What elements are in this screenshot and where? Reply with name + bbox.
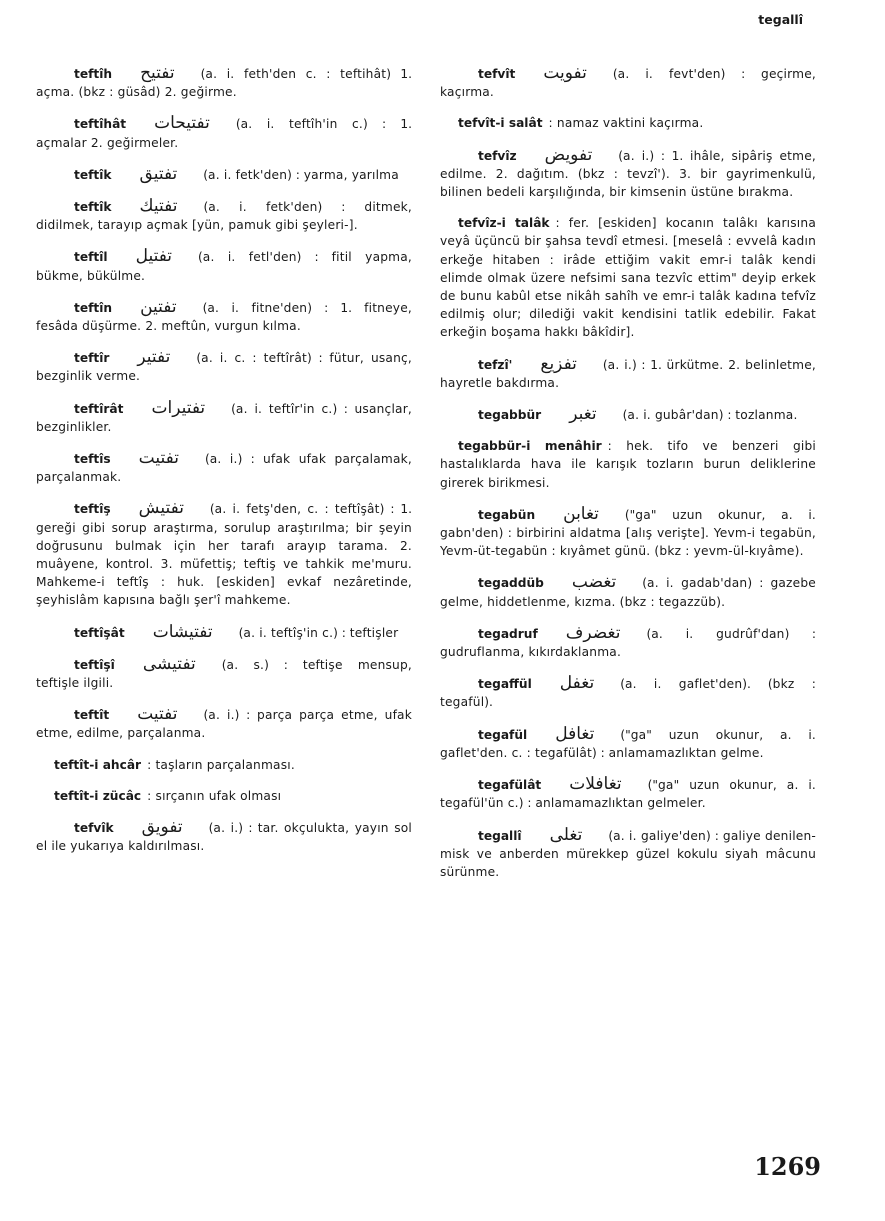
entry-headword: tegaddüb	[478, 576, 544, 591]
entry-headword: tegallî	[478, 828, 522, 843]
entry-definition: (a. i. fetk'den) : ditmek, didilmek, tarayıp açmak [yün, pamuk gibi şeyleri-].	[36, 200, 412, 233]
dictionary-entry	[36, 449, 412, 486]
entry-headword: tefvîk	[74, 821, 114, 836]
entry-definition: : sırçanın ufak olması	[147, 788, 282, 803]
entry-arabic-script: تغابن	[563, 503, 599, 524]
dictionary-entry	[36, 114, 412, 151]
entry-arabic-script: تفتير	[137, 347, 171, 368]
entry-headword: teftîş	[74, 502, 111, 517]
entry-arabic-script: تفزيع	[540, 353, 577, 374]
dictionary-entry	[36, 348, 412, 385]
entry-arabic-script: تغافل	[555, 723, 595, 744]
entry-headword: tefvîz-i talâk	[458, 216, 550, 231]
entry-headword: teftît-i ahcâr	[54, 757, 142, 772]
dictionary-entry	[440, 505, 816, 561]
dictionary-entry	[440, 775, 816, 812]
entry-headword: teftîk	[74, 200, 112, 215]
entry-arabic-script: تفتيت	[137, 704, 178, 725]
entry-headword: teftîr	[74, 351, 110, 366]
dictionary-entry	[36, 818, 412, 855]
entry-definition: ("ga" uzun okunur, a. i. tegafül'ün c.) : anlamamazlıktan gelmeler.	[440, 778, 816, 811]
entry-headword: teftîl	[74, 250, 108, 265]
dictionary-entry	[36, 197, 412, 234]
dictionary-entry	[36, 756, 412, 774]
dictionary-entry	[440, 355, 816, 392]
dictionary-entry	[440, 725, 816, 762]
entry-definition: (a. i. gubâr'dan) : tozlanma.	[622, 408, 798, 423]
dictionary-entry	[440, 64, 816, 101]
entry-definition: ("ga" uzun okunur, a. i. gabn'den) : birbirini aldatma [alış verişte]. Yevm-i tegabün, Yevm-üt-tegabün : kıyâmet günü. (bkz : yevm-ül-kıyâme).	[440, 507, 816, 559]
entry-arabic-script: تغضرف	[565, 622, 621, 643]
entry-headword: tegafülât	[478, 778, 542, 793]
dictionary-entry	[440, 437, 816, 492]
entry-headword: teftîrât	[74, 401, 124, 416]
entry-definition: (a. i. teftîh'in c.) : 1. açmalar 2. geğirmeler.	[36, 117, 412, 150]
entry-definition: (a. i.) : ufak ufak parçalamak, parçalanmak.	[36, 452, 412, 485]
entry-definition: : taşların parçalanması.	[147, 757, 295, 772]
left-column	[36, 64, 412, 869]
entry-headword: teftît	[74, 708, 110, 723]
entry-headword: tefvîz	[478, 148, 517, 163]
entry-arabic-script: تغافلات	[569, 774, 622, 795]
entry-headword: teftîhât	[74, 117, 127, 132]
dictionary-entry	[440, 573, 816, 610]
entry-headword: tegabbür-i menâhir	[458, 439, 602, 454]
entry-arabic-script: تغضب	[571, 572, 617, 593]
entry-headword: teftîh	[74, 67, 113, 81]
entry-definition: (a. i.) : 1. ihâle, sipâriş etme, edilme. 2. dağıtım. (bkz : tevzî'). 3. bir gayrimenkulü, bilinen bedeli karşılığında, bir kimsenin üstüne bırakma.	[440, 148, 816, 200]
dictionary-entry	[36, 247, 412, 284]
dictionary-entry	[36, 64, 412, 101]
dictionary-entry	[36, 787, 412, 805]
entry-headword: teftîn	[74, 300, 113, 315]
entry-arabic-script: تفتيشى	[142, 653, 196, 674]
entry-arabic-script: تفتيل	[135, 246, 173, 267]
entry-definition: (a. i. galiye'den) : galiye denilen-misk ve anberden mürekkep güzel kokulu siyah mâcunu sürünme.	[440, 828, 816, 879]
entry-arabic-script: تفتيش	[138, 498, 184, 519]
entry-definition: (a. i. c. : teftîrât) : fütur, usanç, bezginlik verme.	[36, 351, 412, 384]
entry-arabic-script: تفتين	[140, 296, 177, 317]
entry-definition: (a. i. fevt'den) : geçirme, kaçırma.	[440, 67, 816, 100]
entry-arabic-script: تفويض	[544, 144, 593, 165]
entry-definition: (a. s.) : teftişe mensup, teftişle ilgili.	[36, 657, 412, 691]
entry-definition: (a. i.) : tar. okçulukta, yayın sol el ile yukarıya kaldırılması.	[36, 821, 412, 854]
entry-headword: tegadruf	[478, 626, 538, 641]
entry-definition: (a. i.) : parça parça etme, ufak etme, edilme, parçalanma.	[36, 708, 412, 741]
entry-arabic-script: تفتيق	[139, 163, 178, 184]
entry-arabic-script: تفتيك	[139, 196, 178, 217]
dictionary-entry	[440, 146, 816, 202]
entry-headword: teftît-i zücâc	[54, 788, 142, 803]
entry-arabic-script: تفتيت	[138, 448, 179, 469]
dictionary-entry	[440, 405, 816, 424]
dictionary-entry	[440, 674, 816, 711]
entry-arabic-script: تفويق	[141, 817, 183, 838]
entry-definition: (a. i. fetş'den, c. : teftîşât) : 1. gereği gibi sorup araştırma, sorulup araştırılma; bir şeyin doğrusunu bulmak için her tarafı arayıp tarama. 2. muâyene, kontrol. 3. müfettiş; teftiş ve tahkik me'muru. Mahkeme-i teftîş : huk. [eskiden] evkaf nezâretinde, şeyhislâm kapısına bağlı şer'î mahkeme.	[36, 502, 412, 608]
dictionary-entry	[36, 499, 412, 609]
entry-definition: (a. i. teftîr'in c.) : usançlar, bezginlikler.	[36, 401, 412, 434]
entry-definition: (a. i. gudrûf'dan) : gudruflanma, kıkırdaklanma.	[440, 626, 816, 660]
dictionary-entry	[440, 826, 816, 882]
entry-definition: : fer. [eskiden] kocanın talâkı karısına veyâ üçüncü bir şahsa tevdî etmesi. [meselâ : evvelâ kadın erkeğe hitaben : irâde ettiğim vakit emr-i talâk kendi elimde olmak üzere nefsimi sana tezvîc ettim" deyip erkek de bunu kabûl etse nikâh sahîh ve emr-i talâk kadına tefvîz edilmiş olur; dilediği vakit kendisini tatlik edebilir. Fakat erkeğin boşama hakkı bâkîdir].	[440, 216, 816, 340]
dictionary-entry	[36, 655, 412, 692]
entry-definition: (a. i. fetk'den) : yarma, yarılma	[203, 167, 399, 182]
entry-headword: tegaffül	[478, 677, 532, 692]
entry-definition: : namaz vaktini kaçırma.	[548, 116, 704, 131]
entry-headword: tegafül	[478, 727, 528, 742]
entry-definition: (a. i. feth'den c. : teftihât) 1. açma. (bkz : güsâd) 2. geğirme.	[36, 67, 412, 100]
dictionary-entry	[36, 165, 412, 184]
dictionary-entry	[36, 623, 412, 642]
entry-definition: (a. i.) : 1. ürkütme. 2. belinletme, hayretle bakdırma.	[440, 357, 816, 390]
entry-arabic-script: تفتيشات	[152, 621, 213, 642]
entry-headword: teftîk	[74, 167, 112, 182]
dictionary-entry	[36, 298, 412, 335]
running-head: tegallî	[758, 12, 803, 27]
entry-arabic-script: تغلى	[549, 824, 583, 845]
entry-headword: tefvît	[478, 67, 516, 81]
dictionary-entry	[36, 705, 412, 742]
entry-definition: : hek. tifo ve benzeri gibi hastalıklarda hava ile karışık tozların burun deliklerine girerek birikmesi.	[440, 439, 817, 490]
dictionary-entry	[440, 114, 816, 132]
entry-headword: tefvît-i salât	[458, 116, 543, 131]
dictionary-entry	[440, 214, 816, 341]
entry-arabic-script: تغبر	[569, 404, 597, 425]
entry-headword: tegabün	[478, 507, 536, 522]
entry-headword: tegabbür	[478, 408, 542, 423]
entry-headword: teftîşî	[74, 657, 115, 672]
entry-definition: (a. i. gadab'dan) : gazebe gelme, hiddetlenme, kızma. (bkz : tegazzüb).	[440, 576, 816, 609]
entry-headword: tefzî'	[478, 357, 513, 372]
entry-definition: ("ga" uzun okunur, a. i. gaflet'den. c. : tegafülât) : anlamamazlıktan gelme.	[440, 727, 816, 760]
entry-definition: (a. i. fitne'den) : 1. fitneye, fesâda düşürme. 2. meftûn, vurgun kılma.	[36, 300, 412, 334]
entry-definition: (a. i. fetl'den) : fitil yapma, bükme, bükülme.	[36, 250, 412, 283]
dictionary-entry	[36, 399, 412, 436]
entry-arabic-script: تفتيحات	[154, 113, 210, 134]
dictionary-entry	[440, 624, 816, 661]
right-column	[440, 64, 816, 894]
entry-headword: teftîs	[74, 452, 111, 467]
entry-arabic-script: تفتيح	[140, 63, 175, 83]
entry-definition: (a. i. teftîş'in c.) : teftişler	[238, 625, 399, 640]
entry-headword: teftîşât	[74, 625, 125, 640]
page-number: 1269	[754, 1152, 821, 1181]
entry-arabic-script: تغفل	[559, 673, 595, 694]
entry-definition: (a. i. gaflet'den). (bkz : tegafül).	[440, 677, 816, 710]
entry-arabic-script: تفتيرات	[151, 397, 206, 418]
entry-arabic-script: تفويت	[543, 63, 587, 83]
